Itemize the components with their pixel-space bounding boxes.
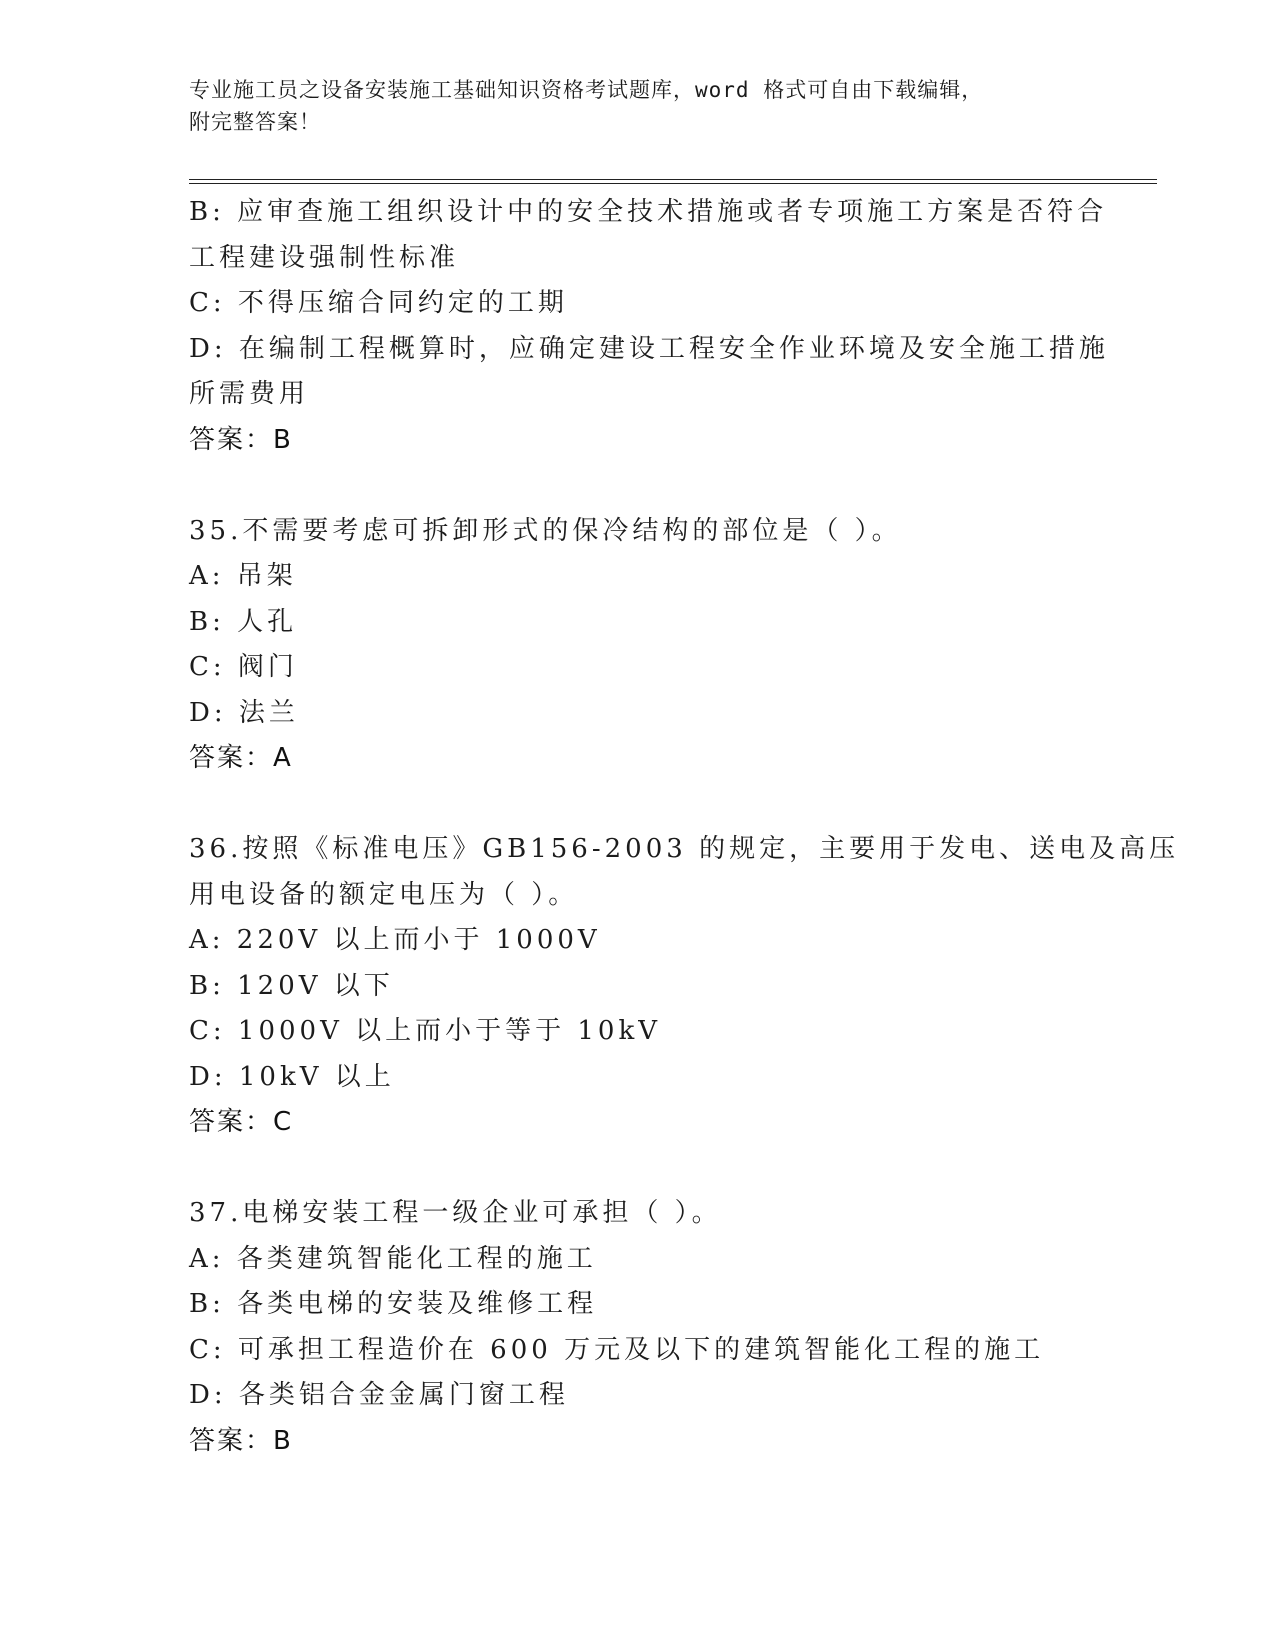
q35-option-d: D: 法兰: [189, 697, 299, 728]
q35-option-a: A: 吊架: [189, 561, 297, 591]
question-34-block: [189, 190, 1109, 463]
header-double-rule: [189, 179, 1157, 184]
q37-stem: 37.电梯安装工程一级企业可承担（ ）。: [189, 1198, 722, 1228]
q36-stem-line-2: 用电设备的额定电压为（ ）。: [189, 879, 579, 910]
q34-answer: 答案：B: [189, 424, 293, 455]
question-37-block: [189, 1191, 1089, 1464]
q37-option-b: B: 各类电梯的安装及维修工程: [189, 1289, 598, 1319]
spacer: [189, 1146, 1089, 1192]
q36-stem-line-1: 36.按照《标准电压》GB156-2003 的规定，主要用于发电、送电及高压: [189, 834, 1180, 864]
q37-option-a: A: 各类建筑智能化工程的施工: [189, 1243, 597, 1274]
question-36-block: [189, 827, 1180, 1146]
q37-answer: 答案：B: [189, 1425, 293, 1456]
document-header: [189, 74, 1089, 138]
q35-option-b: B: 人孔: [189, 606, 298, 637]
q36-answer: 答案：C: [189, 1107, 294, 1137]
q35-option-c: C: 阀门: [189, 652, 298, 682]
question-35-block: [189, 509, 1089, 782]
q34-option-c: C: 不得压缩合同约定的工期: [189, 288, 568, 318]
q36-option-d: D: 10kV 以上: [189, 1061, 395, 1092]
q35-answer: 答案：A: [189, 743, 293, 773]
q36-option-b: B: 120V 以下: [189, 970, 394, 1001]
q37-option-d: D: 各类铝合金金属门窗工程: [189, 1380, 569, 1410]
q34-option-b-line-2: 工程建设强制性标准: [189, 242, 460, 273]
header-line-2: 附完整答案！: [189, 110, 321, 134]
spacer: [189, 463, 1089, 509]
q35-stem: 35.不需要考虑可拆卸形式的保冷结构的部位是（ ）。: [189, 515, 902, 546]
q36-option-a: A: 220V 以上而小于 1000V: [189, 925, 601, 955]
q34-option-d-line-1: D: 在编制工程概算时，应确定建设工程安全作业环境及安全施工措施: [189, 333, 1109, 364]
spacer: [189, 782, 1089, 828]
q34-option-d-line-2: 所需费用: [189, 379, 310, 409]
q36-option-c: C: 1000V 以上而小于等于 10kV: [189, 1016, 662, 1046]
q34-option-b-line-1: B: 应审查施工组织设计中的安全技术措施或者专项施工方案是否符合: [189, 197, 1108, 227]
q37-option-c: C: 可承担工程造价在 600 万元及以下的建筑智能化工程的施工: [189, 1334, 1045, 1365]
document-body: [189, 190, 1180, 1464]
header-line-1: 专业施工员之设备安装施工基础知识资格考试题库，word 格式可自由下载编辑，: [189, 78, 984, 102]
